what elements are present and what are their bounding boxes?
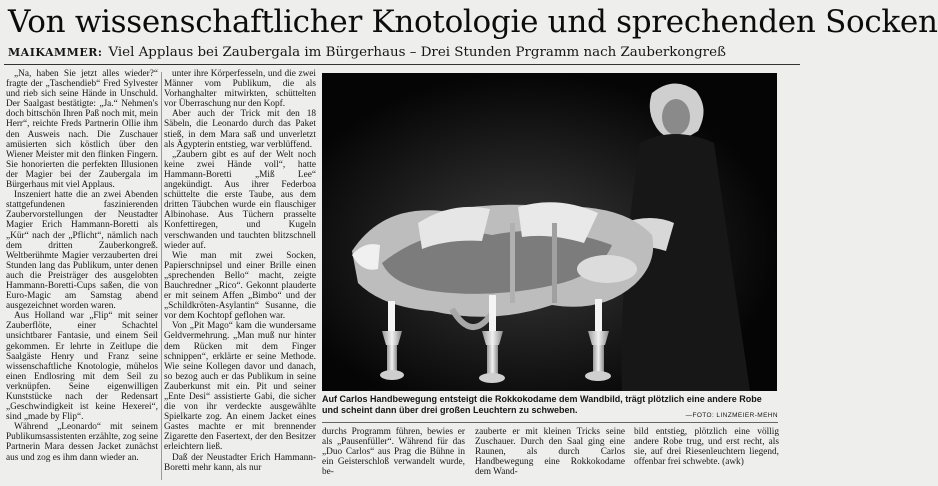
paragraph: Inszeniert hatte die an zwei Abenden stattgefundenen faszinierenden Zaubervorstellungen der Neustadter Magier Erich Hammann-Boretti als „Kür“ nach der „Pflicht“, nämlich nach dem dritten Zauberkongreß. Weltberühmte Magier verzauberten drei Stunden lang das Publikum, unter denen auch die Preisträger des ausgelobten Hammann-Boretti-Cups saßen, die von Euro-Magic am Samstag abend ausgezeichnet worden waren.: [6, 190, 158, 312]
header-rule: [4, 64, 800, 65]
paragraph: Daß der Neustadter Erich Hammann-Boretti mehr kann, als nur: [164, 452, 316, 473]
subheadline: Viel Applaus bei Zaubergala im Bürgerhaus – Drei Stunden Prgramm nach Zauberkongreß: [108, 45, 726, 60]
paragraph: durchs Programm führen, bewies er als „Pausenfüller“. Während für das „Duo Carlos“ aus Prag die Bühne in ein Geisterschloß verwandelt wurde, be-: [322, 427, 465, 478]
column-5: [634, 427, 779, 485]
subheadline-row: [8, 44, 798, 62]
column-4: [475, 427, 625, 485]
paragraph: zauberte er mit kleinen Tricks seine Zuschauer. Durch den Saal ging eine Raunen, als durch Carlos Handbewegung eine Rokkokodame dem Wand-: [475, 427, 625, 478]
dateline: MAIKAMMER:: [8, 46, 103, 59]
column-1: [6, 69, 158, 483]
paragraph: Aber auch der Trick mit den 18 Säbeln, die Leonardo durch das Paket stieß, in dem Mara saß und unverletzt als Ägypterin entstieg, war verblüffend.: [164, 109, 316, 150]
column-2: [164, 69, 316, 483]
paragraph: Von „Pit Mago“ kam die wundersame Geldvermehrung. „Man muß nur hinter dem Rücken mit dem Finger schnippen“, erklärte er seine Methode. Wie seine Kollegen davor und danach, so bezog auch er das Publikum in seine Zauberkunst mit ein. Pit und seiner „Ente Desi“ assistierte Gabi, die sicher die von ihr verdeckte ausgewählte Spielkarte zog. An einem Jacket eines Gastes machte er mit brennender Zigarette den Fasertext, der den Besitzer erleichtern ließ.: [164, 321, 316, 453]
headline: Von wissenschaftlicher Knotologie und sprechenden Socken: [8, 4, 938, 40]
column-divider: [161, 72, 162, 480]
article-photo: [322, 73, 777, 391]
paragraph: „Zaubern gibt es auf der Welt noch keine zwei Hände voll“, hatte Hammann-Boretti „Miß Lee“ angekündigt. Aus ihrer Federboa schüttelte die erste Taube, aus dem dritten Täubchen wurde ein flauschiger Albinohase. Aus Tüchern prasselte Konfettiregen, und Kugeln verschwanden und tauchten blitzschnell wieder auf.: [164, 149, 316, 251]
photo-caption: Auf Carlos Handbewegung entsteigt die Rokkokodame dem Wandbild, trägt plötzlich eine andere Robe und scheint dann über drei großen Leuchtern zu schweben.: [322, 394, 762, 415]
caption-rule: [322, 422, 778, 423]
paragraph: „Na, haben Sie jetzt alles wieder?“ fragte der „Taschendieb“ Fred Sylvester und rieb sich seine Hände in Unschuld. Der Saalgast bestätigte: „Ja.“ Nehmen's doch bittschön Ihren Paß noch mit, mein Herr“, reichte Freds Partnerin Ollie ihm den Ausweis nach. Die Zuschauer amüsierten sich köstlich über den Wiener Meister mit den flinken Fingern. Sie honorierten die perfekten Illusionen der Magier bei der Zaubergala im Bürgerhaus mit viel Applaus.: [6, 69, 158, 191]
paragraph: unter ihre Körperfesseln, und die zwei Männer vom Publikum, die als Vorhanghalter mitwirkten, schüttelten vor Überraschung nur den Kopf.: [164, 69, 316, 110]
paragraph: Aus Holland war „Flip“ mit seiner Zauberflöte, einer Schachtel unsichtbarer Fantasie, und einem Seil gekommen. Er lehrte in Zeitlupe die Saalgäste Henry und Franz seine wissenschaftliche Knotologie, mühelos einen Endlosring mit dem Seil zu verknüpfen. Seine eigenwilligen Kunststücke nach der Redensart „Geschwindigkeit ist keine Hexerei“, sind „made by Flip“.: [6, 311, 158, 423]
paragraph: bild entstieg, plötzlich eine völlig andere Robe trug, und erst recht, als sie, auf drei Riesenleuchtern liegend, offenbar frei schwebte. (awk): [634, 427, 779, 468]
photo-illustration: [322, 73, 777, 391]
photo-credit: —FOTO: LINZMEIER-MEHN: [685, 412, 778, 419]
paragraph: Wie man mit zwei Socken, Papierschnipsel und einer Brille einen „sprechenden Bello“ macht, zeigte Bauchredner „Rico“. Gekonnt plauderte er mit seinem Affen „Bimbo“ und der „Schildkröten-Asylantin“ Susanne, die vor dem Kochtopf geflohen war.: [164, 250, 316, 322]
column-3: [322, 427, 465, 485]
paragraph: Während „Leonardo“ mit seinem Publikumsassistenten erzählte, zog seine Partnerin Mara dessen Jacket zunächst aus und zog es ihm dann wieder an.: [6, 422, 158, 463]
